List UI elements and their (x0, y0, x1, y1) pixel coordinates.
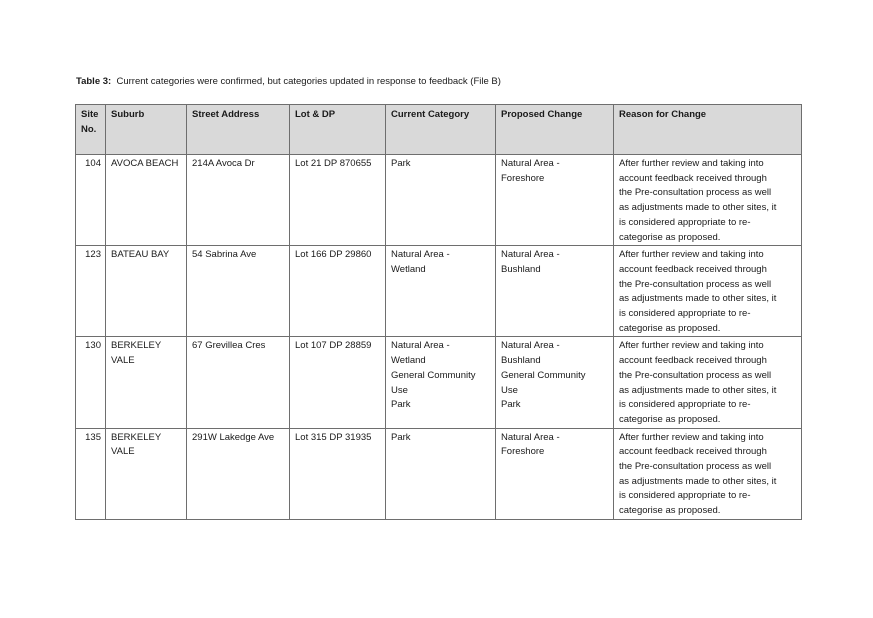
cell-suburb (106, 155, 187, 246)
reason-line: as adjustments made to other sites, it (619, 384, 777, 396)
proposed-change-line: Bushland (501, 263, 541, 275)
cell-suburb (106, 246, 187, 337)
reason-line: categorise as proposed. (619, 505, 721, 517)
cell-current-category (386, 337, 496, 428)
current-category-line: Natural Area - (391, 340, 450, 352)
current-category-line: General Community (391, 369, 476, 381)
reason-line: After further review and taking into (619, 340, 764, 352)
proposed-change-line: Natural Area - (501, 340, 560, 352)
reason-line: as adjustments made to other sites, it (619, 202, 777, 214)
reason-line: the Pre-consultation process as well (619, 278, 772, 290)
cell-lot-dp: Lot 315 DP 31935 (290, 428, 386, 519)
reason-line: account feedback received through (619, 355, 767, 367)
cell-proposed-change (496, 155, 614, 246)
header-reason: Reason for Change (614, 105, 802, 155)
cell-proposed-change (496, 246, 614, 337)
proposed-change-line: Foreshore (501, 172, 545, 184)
reason-line: account feedback received through (619, 263, 767, 275)
reason-line: is considered appropriate to re- (619, 399, 751, 411)
table-caption (76, 76, 501, 88)
cell-current-category (386, 246, 496, 337)
cell-site-no: 130 (76, 337, 106, 428)
cell-site-no: 123 (76, 246, 106, 337)
suburb-line: AVOCA BEACH (111, 158, 179, 169)
header-lot-dp: Lot & DP (290, 105, 386, 155)
table-row (76, 428, 802, 519)
proposed-change-line: Natural Area - (501, 431, 560, 443)
cell-current-category (386, 155, 496, 246)
cell-current-category (386, 428, 496, 519)
reason-line: is considered appropriate to re- (619, 308, 751, 320)
cell-lot-dp: Lot 166 DP 29860 (290, 246, 386, 337)
current-category-line: Park (391, 158, 411, 169)
reason-line: After further review and taking into (619, 158, 764, 169)
reason-line: categorise as proposed. (619, 413, 721, 425)
cell-proposed-change (496, 337, 614, 428)
cell-street-address: 67 Grevillea Cres (187, 337, 290, 428)
cell-reason (614, 428, 802, 519)
cell-reason (614, 337, 802, 428)
cell-suburb (106, 337, 187, 428)
current-category-line: Use (391, 384, 408, 396)
proposed-change-line: Park (501, 399, 521, 411)
current-category-line: Wetland (391, 263, 426, 275)
table-row (76, 246, 802, 337)
suburb-line: BERKELEY (111, 431, 162, 443)
current-category-line: Park (391, 431, 411, 443)
header-proposed-change: Proposed Change (496, 105, 614, 155)
table-caption-text: Current categories were confirmed, but categories updated in response to feedback (File B) (116, 76, 501, 87)
cell-reason (614, 155, 802, 246)
header-site-no (76, 105, 106, 155)
suburb-line: BATEAU BAY (111, 249, 170, 261)
suburb-line: VALE (111, 355, 135, 367)
reason-line: is considered appropriate to re- (619, 490, 751, 502)
reason-line: account feedback received through (619, 172, 767, 184)
reason-line: the Pre-consultation process as well (619, 187, 772, 199)
header-current-category: Current Category (386, 105, 496, 155)
current-category-line: Park (391, 399, 411, 411)
cell-reason (614, 246, 802, 337)
header-street-address: Street Address (187, 105, 290, 155)
cell-site-no: 135 (76, 428, 106, 519)
current-category-line: Wetland (391, 355, 426, 367)
reason-line: categorise as proposed. (619, 322, 721, 334)
header-site-line2: No. (81, 124, 97, 135)
categories-table (75, 104, 802, 520)
proposed-change-line: General Community (501, 369, 586, 381)
current-category-line: Natural Area - (391, 249, 450, 261)
cell-street-address: 214A Avoca Dr (187, 155, 290, 246)
reason-line: the Pre-consultation process as well (619, 369, 772, 381)
proposed-change-line: Bushland (501, 355, 541, 367)
reason-line: as adjustments made to other sites, it (619, 475, 777, 487)
proposed-change-line: Use (501, 384, 518, 396)
cell-street-address: 291W Lakedge Ave (187, 428, 290, 519)
reason-line: the Pre-consultation process as well (619, 461, 772, 473)
cell-proposed-change (496, 428, 614, 519)
cell-suburb (106, 428, 187, 519)
cell-site-no: 104 (76, 155, 106, 246)
cell-lot-dp: Lot 107 DP 28859 (290, 337, 386, 428)
table-row (76, 155, 802, 246)
table-body (76, 155, 802, 520)
reason-line: is considered appropriate to re- (619, 216, 751, 228)
reason-line: as adjustments made to other sites, it (619, 293, 777, 305)
table-header-row (76, 105, 802, 155)
proposed-change-line: Natural Area - (501, 158, 560, 169)
proposed-change-line: Natural Area - (501, 249, 560, 261)
suburb-line: BERKELEY (111, 340, 162, 352)
suburb-line: VALE (111, 446, 135, 458)
reason-line: After further review and taking into (619, 249, 764, 261)
proposed-change-line: Foreshore (501, 446, 545, 458)
reason-line: account feedback received through (619, 446, 767, 458)
reason-line: categorise as proposed. (619, 231, 721, 243)
reason-line: After further review and taking into (619, 431, 764, 443)
cell-lot-dp: Lot 21 DP 870655 (290, 155, 386, 246)
table-caption-label: Table 3: (76, 76, 112, 87)
table-row (76, 337, 802, 428)
header-suburb: Suburb (106, 105, 187, 155)
header-site-line1: Site (81, 109, 99, 120)
cell-street-address: 54 Sabrina Ave (187, 246, 290, 337)
